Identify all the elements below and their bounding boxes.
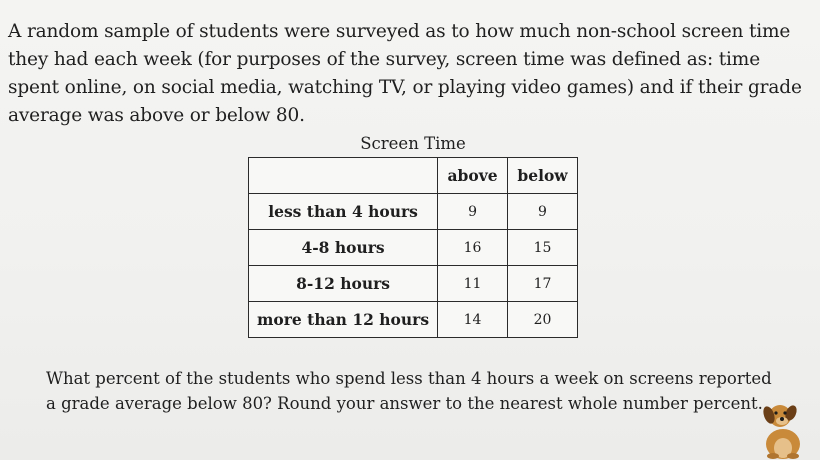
- row-label: less than 4 hours: [249, 194, 438, 230]
- cell-below: 20: [508, 302, 578, 338]
- dog-icon: [756, 398, 810, 460]
- table-row: [249, 194, 578, 230]
- cell-above: 11: [438, 266, 508, 302]
- cell-above: 14: [438, 302, 508, 338]
- row-label: 4-8 hours: [249, 230, 438, 266]
- row-label: more than 12 hours: [249, 302, 438, 338]
- cell-below: 17: [508, 266, 578, 302]
- table-row: [249, 230, 578, 266]
- cell-below: 9: [508, 194, 578, 230]
- cell-below: 15: [508, 230, 578, 266]
- cell-above: 9: [438, 194, 508, 230]
- table-row: [249, 302, 578, 338]
- column-header-below: below: [508, 158, 578, 194]
- table-corner-cell: [249, 158, 438, 194]
- table-title: Screen Time: [360, 134, 466, 153]
- table-header-row: [249, 158, 578, 194]
- screen-time-table: [248, 157, 578, 338]
- column-header-above: above: [438, 158, 508, 194]
- table-row: [249, 266, 578, 302]
- row-label: 8-12 hours: [249, 266, 438, 302]
- cell-above: 16: [438, 230, 508, 266]
- question-text: What percent of the students who spend less than 4 hours a week on screens reported a grade average below 80? Round your answer to the nearest whole number percent.: [46, 369, 772, 413]
- problem-intro: A random sample of students were surveyed as to how much non-school screen time they had each week (for purposes of the survey, screen time was defined as: time spent online, on social media, watching TV, or playing video games) and if their grade average was above or below 80.: [8, 21, 802, 126]
